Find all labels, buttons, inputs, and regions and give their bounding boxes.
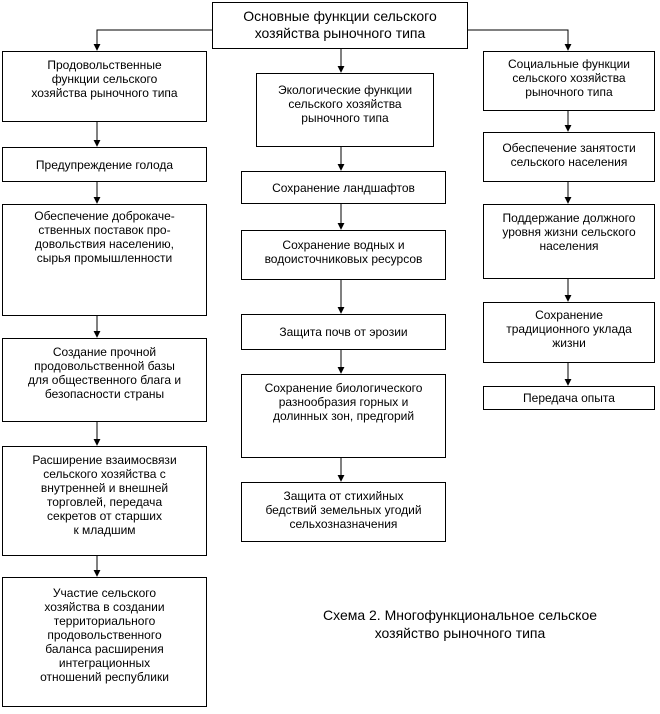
experience-transfer-box: Передача опыта [483,386,655,410]
biodiversity-box: Сохранение биологического разнообразия горных и долинных зон, предгорий [241,374,446,458]
root-box: Основные функции сельского хозяйства рыночного типа [212,2,468,49]
water-resources-box: Сохранение водных и водоисточниковых ресурсов [241,230,446,280]
landscape-preservation-box: Сохранение ландшафтов [241,171,446,204]
traditional-lifestyle-box: Сохранение традиционного уклада жизни [483,302,655,363]
food-base-box: Создание прочной продовольственной базы для общественного блага и безопасности страны [2,338,207,422]
famine-prevention-box: Предупреждение голода [2,147,207,182]
ecological-functions-box: Экологические функции сельского хозяйства рыночного типа [256,73,434,147]
social-functions-box: Социальные функции сельского хозяйства рыночного типа [483,51,655,111]
trade-links-box: Расширение взаимосвязи сельского хозяйства с внутренней и внешней торговлей, передача секретов от старших к младшим [2,446,207,556]
quality-supply-box: Обеспечение доброкаче- ственных поставок про- довольствия населению, сырья промышленности [2,204,207,316]
soil-erosion-box: Защита почв от эрозии [241,314,446,350]
arrow-root-to-col3 [468,30,568,50]
living-standard-box: Поддержание должного уровня жизни сельского населения [483,204,655,279]
disaster-protection-box: Защита от стихийных бедствий земельных угодий сельхозназначения [241,482,446,542]
food-functions-box: Продовольственные функции сельского хозяйства рыночного типа [2,51,207,122]
arrow-root-to-col1 [97,30,212,50]
employment-box: Обеспечение занятости сельского населения [483,132,655,182]
territorial-balance-box: Участие сельского хозяйства в создании территориального продовольственного баланса расширения интеграционных отношений республики [2,577,207,707]
diagram-caption: Схема 2. Многофункциональное сельское хозяйство рыночного типа [322,607,598,641]
